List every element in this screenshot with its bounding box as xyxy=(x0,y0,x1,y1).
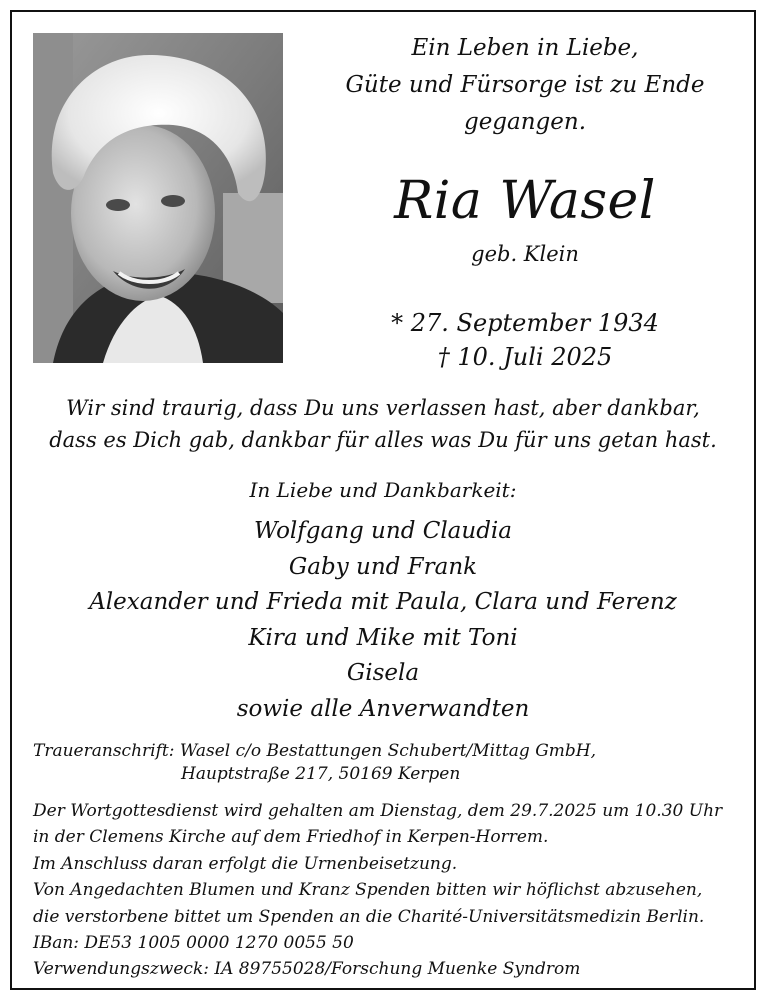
message-line: dass es Dich gab, dankbar für alles was Du für uns getan hast. xyxy=(49,428,717,452)
mourner-line: Kira und Mike mit Toni xyxy=(248,624,518,651)
birth-date: * 27. September 1934 xyxy=(391,309,659,337)
quote-line: Ein Leben in Liebe, xyxy=(411,35,639,61)
quote-line: gegangen. xyxy=(463,109,587,135)
mourners-list xyxy=(30,514,736,727)
mourner-line: Gaby und Frank xyxy=(288,553,478,580)
address-line: Hauptstraße 217, 50169 Kerpen xyxy=(181,764,461,784)
memorial-quote xyxy=(320,30,730,141)
info-line: IBan: DE53 1005 0000 1270 0055 50 xyxy=(33,933,354,954)
mourner-line: Wolfgang und Claudia xyxy=(253,518,512,544)
mourner-line: sowie alle Anverwandten xyxy=(236,695,530,722)
thanks-heading: In Liebe und Dankbarkeit: xyxy=(249,478,517,502)
service-info xyxy=(33,798,733,983)
mourning-address xyxy=(33,740,733,786)
info-line: die verstorbene bittet um Spenden an die Charité-Universitätsmedizin Berlin. xyxy=(33,906,705,927)
info-line: Von Angedachten Blumen und Kranz Spenden bitten wir höflichst abzusehen, xyxy=(33,880,703,901)
info-line: Verwendungszweck: IA 89755028/Forschung Muenke Syndrom xyxy=(33,959,581,980)
address-line: Traueranschrift: Wasel c/o Bestattungen Schubert/Mittag GmbH, xyxy=(33,741,597,761)
info-line: in der Clemens Kirche auf dem Friedhof in Kerpen-Horrem. xyxy=(33,827,549,848)
deceased-name: Ria Wasel xyxy=(394,171,656,231)
message-line: Wir sind traurig, dass Du uns verlassen hast, aber dankbar, xyxy=(66,396,700,420)
portrait-illustration xyxy=(33,33,283,363)
info-line: Der Wortgottesdienst wird gehalten am Dienstag, dem 29.7.2025 um 10.30 Uhr xyxy=(33,801,723,821)
life-dates xyxy=(320,306,730,374)
portrait-photo xyxy=(33,33,283,363)
death-date: † 10. Juli 2025 xyxy=(437,343,613,371)
quote-line: Güte und Fürsorge ist zu Ende xyxy=(345,72,705,98)
maiden-name: geb. Klein xyxy=(471,242,579,266)
condolence-message xyxy=(30,392,736,456)
mourner-line: Gisela xyxy=(346,660,420,686)
mourner-line: Alexander und Frieda mit Paula, Clara und Ferenz xyxy=(89,589,677,615)
info-line: Im Anschluss daran erfolgt die Urnenbeisetzung. xyxy=(33,853,458,874)
